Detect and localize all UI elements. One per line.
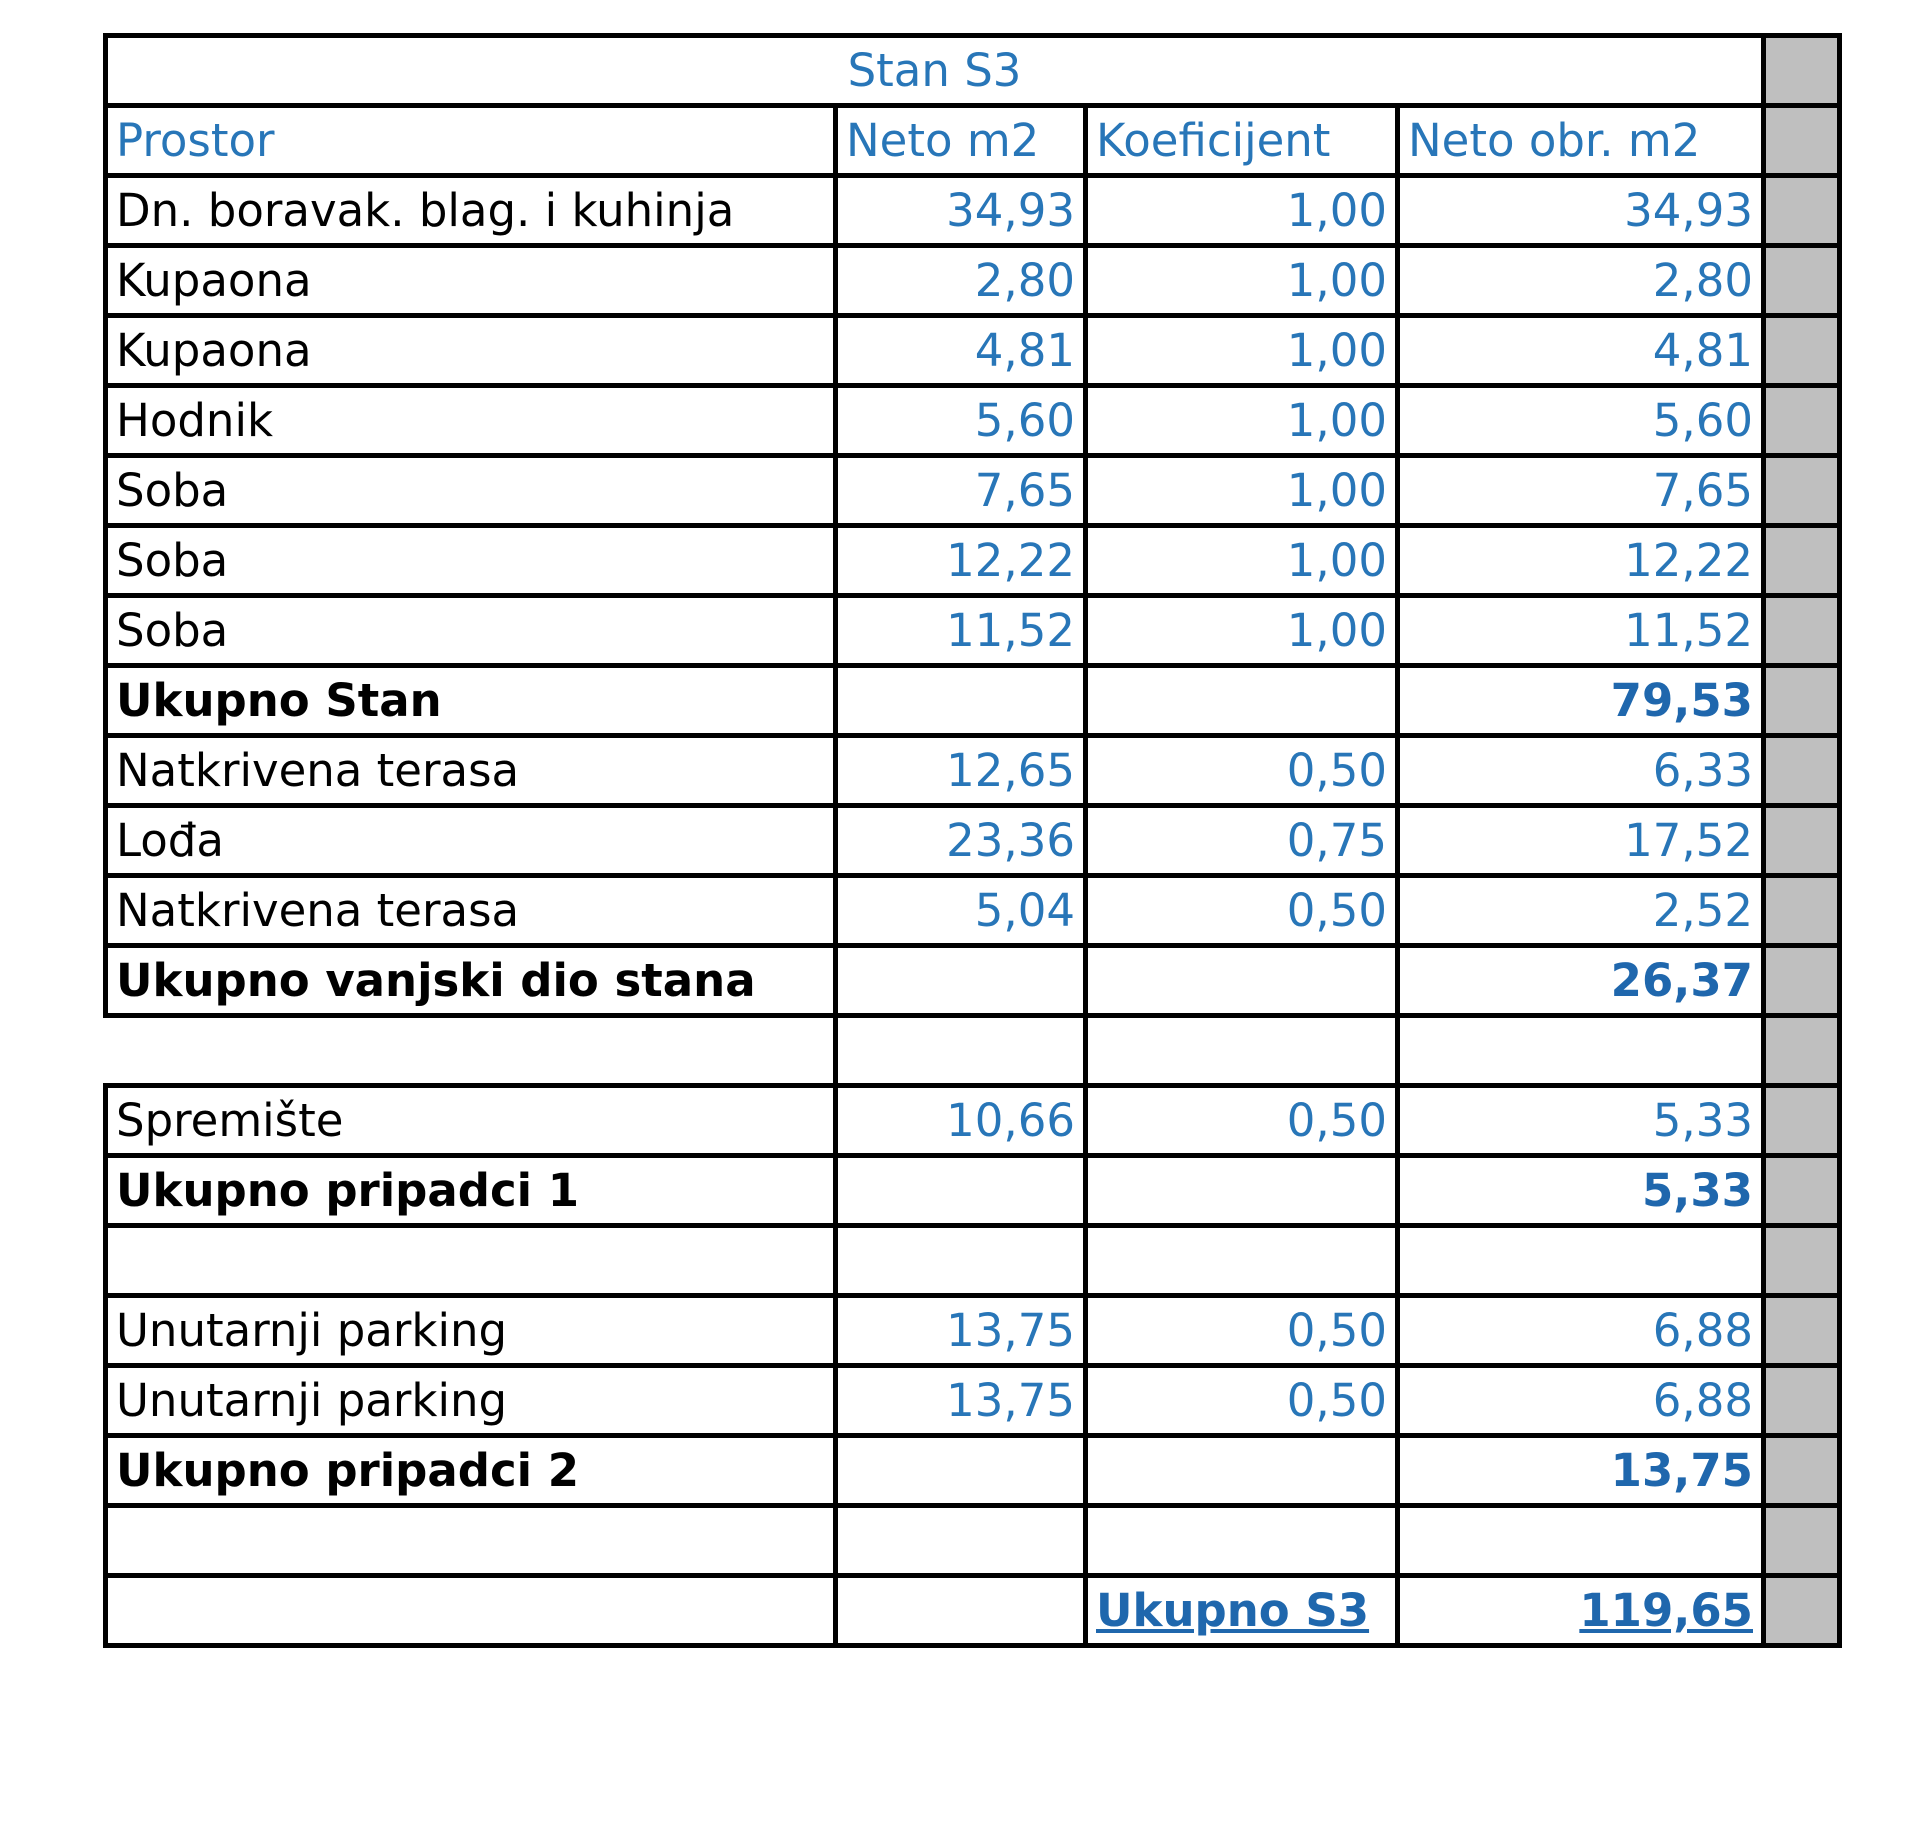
cell-koef: 1,00 xyxy=(1086,596,1398,666)
cell-neto: 7,65 xyxy=(836,456,1086,526)
cell-neto: 13,75 xyxy=(836,1366,1086,1436)
cell-neto: 12,22 xyxy=(836,526,1086,596)
cell-obr: 6,88 xyxy=(1398,1366,1764,1436)
table-row xyxy=(106,176,1840,246)
table-row xyxy=(106,526,1840,596)
cell-name: Kupaona xyxy=(106,246,836,316)
cell-obr: 6,33 xyxy=(1398,736,1764,806)
cell-koef: 1,00 xyxy=(1086,246,1398,316)
table-title: Stan S3 xyxy=(106,36,1764,106)
header-row xyxy=(106,106,1840,176)
side-cell xyxy=(1764,1016,1840,1086)
grand-total-value: 119,65 xyxy=(1398,1576,1764,1646)
grand-total-row xyxy=(106,1576,1840,1646)
cell-name: Natkrivena terasa xyxy=(106,736,836,806)
cell-koef: 0,50 xyxy=(1086,1366,1398,1436)
cell-koef: 1,00 xyxy=(1086,386,1398,456)
subtotal-row xyxy=(106,1436,1840,1506)
table-row xyxy=(106,736,1840,806)
side-cell xyxy=(1764,1226,1840,1296)
cell-koef: 0,50 xyxy=(1086,1086,1398,1156)
title-row xyxy=(106,36,1840,106)
area-table xyxy=(103,33,1842,1648)
cell-koef: 1,00 xyxy=(1086,176,1398,246)
cell-neto: 2,80 xyxy=(836,246,1086,316)
side-cell xyxy=(1764,176,1840,246)
table-row xyxy=(106,806,1840,876)
subtotal-label: Ukupno pripadci 1 xyxy=(106,1156,836,1226)
side-cell xyxy=(1764,736,1840,806)
subtotal-value: 5,33 xyxy=(1398,1156,1764,1226)
cell-neto: 5,04 xyxy=(836,876,1086,946)
side-cell xyxy=(1764,246,1840,316)
table-row xyxy=(106,386,1840,456)
cell-koef: 0,50 xyxy=(1086,736,1398,806)
side-cell xyxy=(1764,1156,1840,1226)
cell-name: Natkrivena terasa xyxy=(106,876,836,946)
cell-neto: 12,65 xyxy=(836,736,1086,806)
side-cell xyxy=(1764,36,1840,106)
table-row xyxy=(106,1366,1840,1436)
header-neto: Neto m2 xyxy=(836,106,1086,176)
spacer-row xyxy=(106,1016,1840,1086)
side-cell xyxy=(1764,1436,1840,1506)
cell-obr: 6,88 xyxy=(1398,1296,1764,1366)
cell-obr: 11,52 xyxy=(1398,596,1764,666)
side-cell xyxy=(1764,106,1840,176)
side-cell xyxy=(1764,876,1840,946)
header-neto-obr: Neto obr. m2 xyxy=(1398,106,1764,176)
cell-obr: 2,80 xyxy=(1398,246,1764,316)
cell-neto: 5,60 xyxy=(836,386,1086,456)
side-cell xyxy=(1764,456,1840,526)
cell-name: Soba xyxy=(106,526,836,596)
cell-name: Kupaona xyxy=(106,316,836,386)
cell-koef: 0,50 xyxy=(1086,1296,1398,1366)
subtotal-value: 13,75 xyxy=(1398,1436,1764,1506)
header-koeficijent: Koeficijent xyxy=(1086,106,1398,176)
cell-koef: 0,50 xyxy=(1086,876,1398,946)
side-cell xyxy=(1764,1576,1840,1646)
cell-neto: 10,66 xyxy=(836,1086,1086,1156)
cell-neto: 23,36 xyxy=(836,806,1086,876)
cell-obr: 5,33 xyxy=(1398,1086,1764,1156)
side-cell xyxy=(1764,316,1840,386)
cell-koef: 0,75 xyxy=(1086,806,1398,876)
cell-neto: 4,81 xyxy=(836,316,1086,386)
cell-obr: 2,52 xyxy=(1398,876,1764,946)
header-prostor: Prostor xyxy=(106,106,836,176)
subtotal-label: Ukupno Stan xyxy=(106,666,836,736)
table-row xyxy=(106,456,1840,526)
cell-koef: 1,00 xyxy=(1086,526,1398,596)
cell-obr: 12,22 xyxy=(1398,526,1764,596)
cell-obr: 17,52 xyxy=(1398,806,1764,876)
side-cell xyxy=(1764,666,1840,736)
side-cell xyxy=(1764,1366,1840,1436)
cell-name: Soba xyxy=(106,596,836,666)
table-row xyxy=(106,1086,1840,1156)
subtotal-value: 26,37 xyxy=(1398,946,1764,1016)
subtotal-label: Ukupno vanjski dio stana xyxy=(106,946,836,1016)
cell-name: Dn. boravak. blag. i kuhinja xyxy=(106,176,836,246)
side-cell xyxy=(1764,1506,1840,1576)
cell-obr: 7,65 xyxy=(1398,456,1764,526)
subtotal-row xyxy=(106,946,1840,1016)
cell-name: Unutarnji parking xyxy=(106,1296,836,1366)
table-row xyxy=(106,596,1840,666)
table-row xyxy=(106,1296,1840,1366)
grand-total-label: Ukupno S3 xyxy=(1086,1576,1398,1646)
spacer-row xyxy=(106,1226,1840,1296)
cell-neto: 13,75 xyxy=(836,1296,1086,1366)
cell-name: Spremište xyxy=(106,1086,836,1156)
side-cell xyxy=(1764,526,1840,596)
cell-name: Hodnik xyxy=(106,386,836,456)
table-row xyxy=(106,316,1840,386)
cell-name: Unutarnji parking xyxy=(106,1366,836,1436)
cell-obr: 4,81 xyxy=(1398,316,1764,386)
cell-koef: 1,00 xyxy=(1086,316,1398,386)
side-cell xyxy=(1764,806,1840,876)
cell-neto: 11,52 xyxy=(836,596,1086,666)
subtotal-label: Ukupno pripadci 2 xyxy=(106,1436,836,1506)
subtotal-value: 79,53 xyxy=(1398,666,1764,736)
side-cell xyxy=(1764,946,1840,1016)
side-cell xyxy=(1764,596,1840,666)
subtotal-row xyxy=(106,666,1840,736)
cell-obr: 5,60 xyxy=(1398,386,1764,456)
side-cell xyxy=(1764,386,1840,456)
subtotal-row xyxy=(106,1156,1840,1226)
cell-neto: 34,93 xyxy=(836,176,1086,246)
spacer-row xyxy=(106,1506,1840,1576)
side-cell xyxy=(1764,1296,1840,1366)
cell-name: Lođa xyxy=(106,806,836,876)
side-cell xyxy=(1764,1086,1840,1156)
cell-name: Soba xyxy=(106,456,836,526)
table-row xyxy=(106,876,1840,946)
table-row xyxy=(106,246,1840,316)
cell-obr: 34,93 xyxy=(1398,176,1764,246)
cell-koef: 1,00 xyxy=(1086,456,1398,526)
